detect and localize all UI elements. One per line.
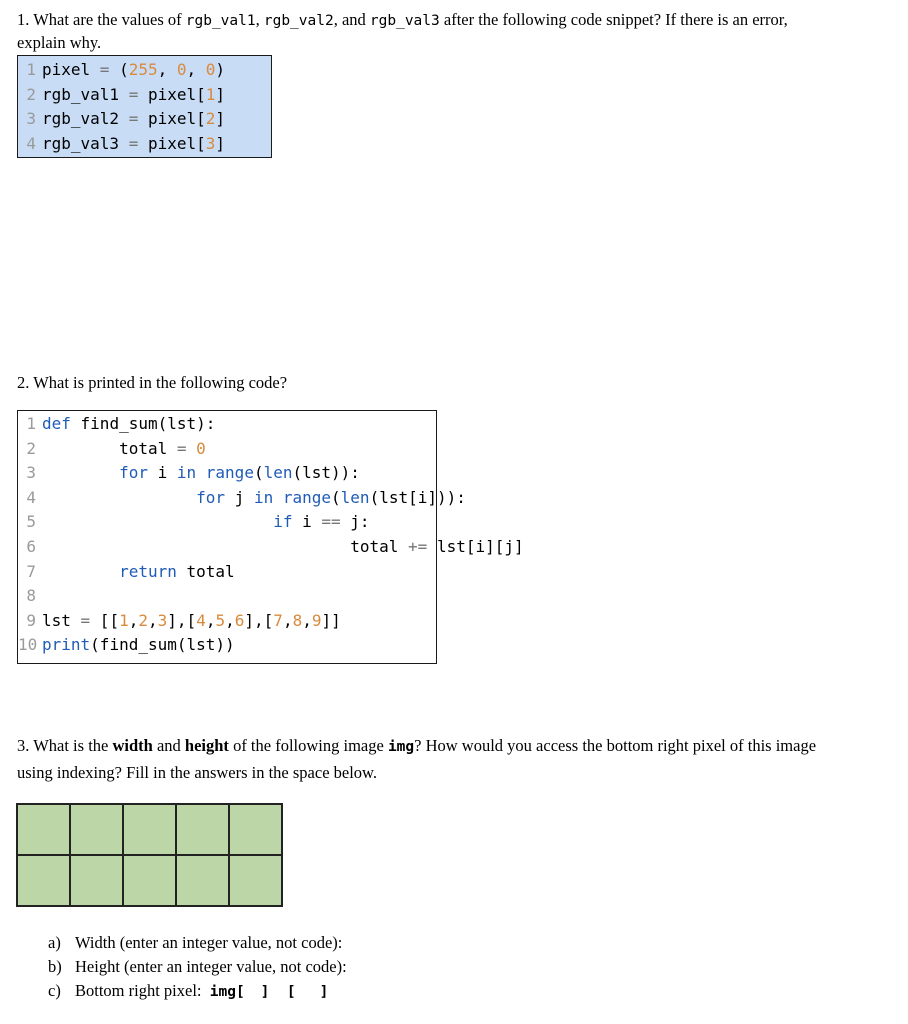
line-number: 2 (26, 438, 36, 458)
code-token: += (408, 536, 428, 556)
code-token: if (273, 512, 293, 532)
line-number: 9 (26, 610, 36, 630)
answer-a[interactable]: a) Width (enter an integer value, not code): (48, 933, 343, 952)
code-line (18, 132, 271, 157)
code-token: ] (215, 109, 226, 129)
code-token: 2 (138, 610, 148, 630)
var-rgb-val3: rgb_val3 (369, 13, 440, 29)
code-token: def (42, 414, 71, 433)
line-number: 1 (26, 414, 36, 433)
code-snippet-2 (17, 410, 524, 664)
code-token (273, 488, 283, 507)
pixel-cell (123, 804, 176, 855)
code-token: (find_sum(lst)) (90, 635, 235, 655)
code-token: = (128, 133, 139, 153)
code-token: , (205, 610, 216, 630)
question-3-text: 3. What is the width and height of the following image img? How would you access the bottom right pixel of this image using indexing? Fill in the answers in the space below. (17, 736, 817, 782)
pixel-cell (70, 855, 123, 906)
pixel-cell (229, 855, 282, 906)
pixel-cell (17, 855, 70, 906)
code-token: i (147, 463, 177, 483)
code-token: range (205, 463, 254, 483)
question-2-text: 2. What is printed in the following code? (17, 373, 288, 392)
code-line (18, 486, 466, 511)
code-token: ],[ (167, 610, 197, 630)
code-token: 8 (292, 610, 303, 630)
code-token: , (157, 60, 177, 79)
code-token: , (128, 610, 139, 630)
code-token: = (99, 60, 110, 79)
answer-list (48, 931, 347, 1004)
code-token: pixel[ (138, 109, 206, 129)
code-token: j (225, 487, 254, 507)
code-token: [[ (90, 610, 120, 630)
line-number: 3 (26, 109, 36, 129)
code-token: 0 (205, 60, 216, 79)
code-token: ( (331, 487, 341, 507)
code-token: , (186, 60, 206, 79)
line-number: 3 (26, 463, 36, 483)
code-token: = (128, 84, 139, 104)
code-token: ( (109, 60, 129, 79)
question-1-text: 1. What are the values of rgb_val1, rgb_val2, and rgb_val3 after the following code snippet? If there is an error, explain why. (17, 10, 788, 52)
code-token: 1 (205, 84, 216, 104)
code-line (18, 609, 436, 634)
code-token: 0 (196, 438, 206, 458)
code-token: total (42, 438, 177, 458)
code-token: = (128, 109, 139, 129)
code-token: 255 (128, 60, 158, 79)
code-token: ( (253, 463, 264, 483)
answer-b[interactable]: b) Height (enter an integer value, not code): (48, 957, 347, 976)
code-token: total (42, 536, 409, 556)
code-token: range (282, 487, 332, 507)
code-token (42, 488, 196, 507)
pixel-cell (17, 804, 70, 855)
code-token: 3 (157, 610, 168, 630)
code-token: lst (42, 610, 81, 630)
line-number: 2 (26, 84, 36, 104)
code-token: len (340, 487, 370, 507)
code-token: for (119, 463, 148, 483)
pixel-cell (123, 855, 176, 906)
code-snippet-1 (17, 55, 272, 158)
code-token: print (42, 635, 91, 655)
code-line (18, 535, 524, 560)
code-line (18, 437, 436, 462)
code-token: 6 (234, 610, 245, 630)
pixel-cell (176, 804, 229, 855)
code-token: ]] (321, 610, 341, 630)
code-token: rgb_val3 (42, 133, 129, 153)
code-line (18, 510, 436, 535)
answer-c[interactable]: c) Bottom right pixel: img[ ] [ ] (48, 981, 329, 1000)
code-token: find_sum(lst): (70, 414, 216, 433)
code-token: len (263, 463, 293, 483)
code-token (42, 512, 273, 531)
code-token: rgb_val1 (42, 84, 129, 104)
code-token: , (302, 610, 312, 630)
code-line (18, 584, 436, 609)
pixel-cell (229, 804, 282, 855)
line-number: 7 (26, 561, 36, 581)
code-token: = (80, 610, 91, 630)
code-token: = (176, 438, 187, 458)
code-line (18, 461, 436, 486)
code-token: total (176, 561, 235, 581)
code-token: == (321, 512, 341, 532)
code-token: lst[i][j] (427, 536, 524, 556)
code-token: , (225, 610, 235, 630)
code-token: , (282, 610, 293, 630)
code-token: ) (215, 60, 226, 79)
code-token: (lst)): (292, 463, 360, 483)
code-token (42, 463, 119, 482)
code-token: ] (215, 133, 226, 153)
line-number: 8 (26, 586, 36, 606)
code-token: 0 (176, 60, 187, 79)
code-line (18, 83, 271, 108)
code-token (196, 463, 206, 482)
line-number: 6 (26, 536, 36, 556)
line-number: 5 (26, 512, 36, 532)
pixel-cell (70, 804, 123, 855)
code-token: i (292, 512, 322, 532)
var-rgb-val1: rgb_val1 (185, 13, 256, 29)
code-token: rgb_val2 (42, 109, 129, 129)
code-token: return (119, 561, 177, 581)
code-token: 4 (196, 610, 206, 630)
code-line (18, 560, 436, 585)
code-line (18, 58, 271, 83)
pixel-cell (176, 855, 229, 906)
code-token: in (176, 463, 197, 483)
code-token: pixel[ (138, 133, 206, 153)
code-token: j: (340, 512, 370, 532)
code-token: 1 (119, 610, 129, 630)
code-token: , (148, 610, 158, 630)
code-line (18, 412, 436, 437)
code-token: pixel[ (138, 84, 206, 104)
code-token: 9 (311, 610, 322, 630)
line-number: 4 (26, 487, 36, 507)
code-token: 2 (205, 109, 216, 129)
image-pixel-grid (16, 803, 283, 907)
code-line (18, 633, 436, 658)
code-token: 7 (273, 610, 283, 630)
code-token: ] (215, 84, 226, 104)
code-line (18, 107, 271, 132)
line-number: 1 (26, 60, 36, 79)
code-token: for (196, 487, 226, 507)
line-number: 4 (26, 133, 36, 153)
code-token: pixel (42, 60, 100, 79)
code-token: 5 (215, 610, 226, 630)
code-token: in (253, 487, 274, 507)
code-token: (lst[i])): (369, 487, 466, 507)
code-token: ],[ (244, 610, 274, 630)
var-rgb-val2: rgb_val2 (263, 13, 334, 29)
line-number: 10 (18, 635, 38, 655)
code-token: 3 (205, 133, 216, 153)
code-token (42, 562, 119, 581)
code-token (187, 439, 197, 458)
